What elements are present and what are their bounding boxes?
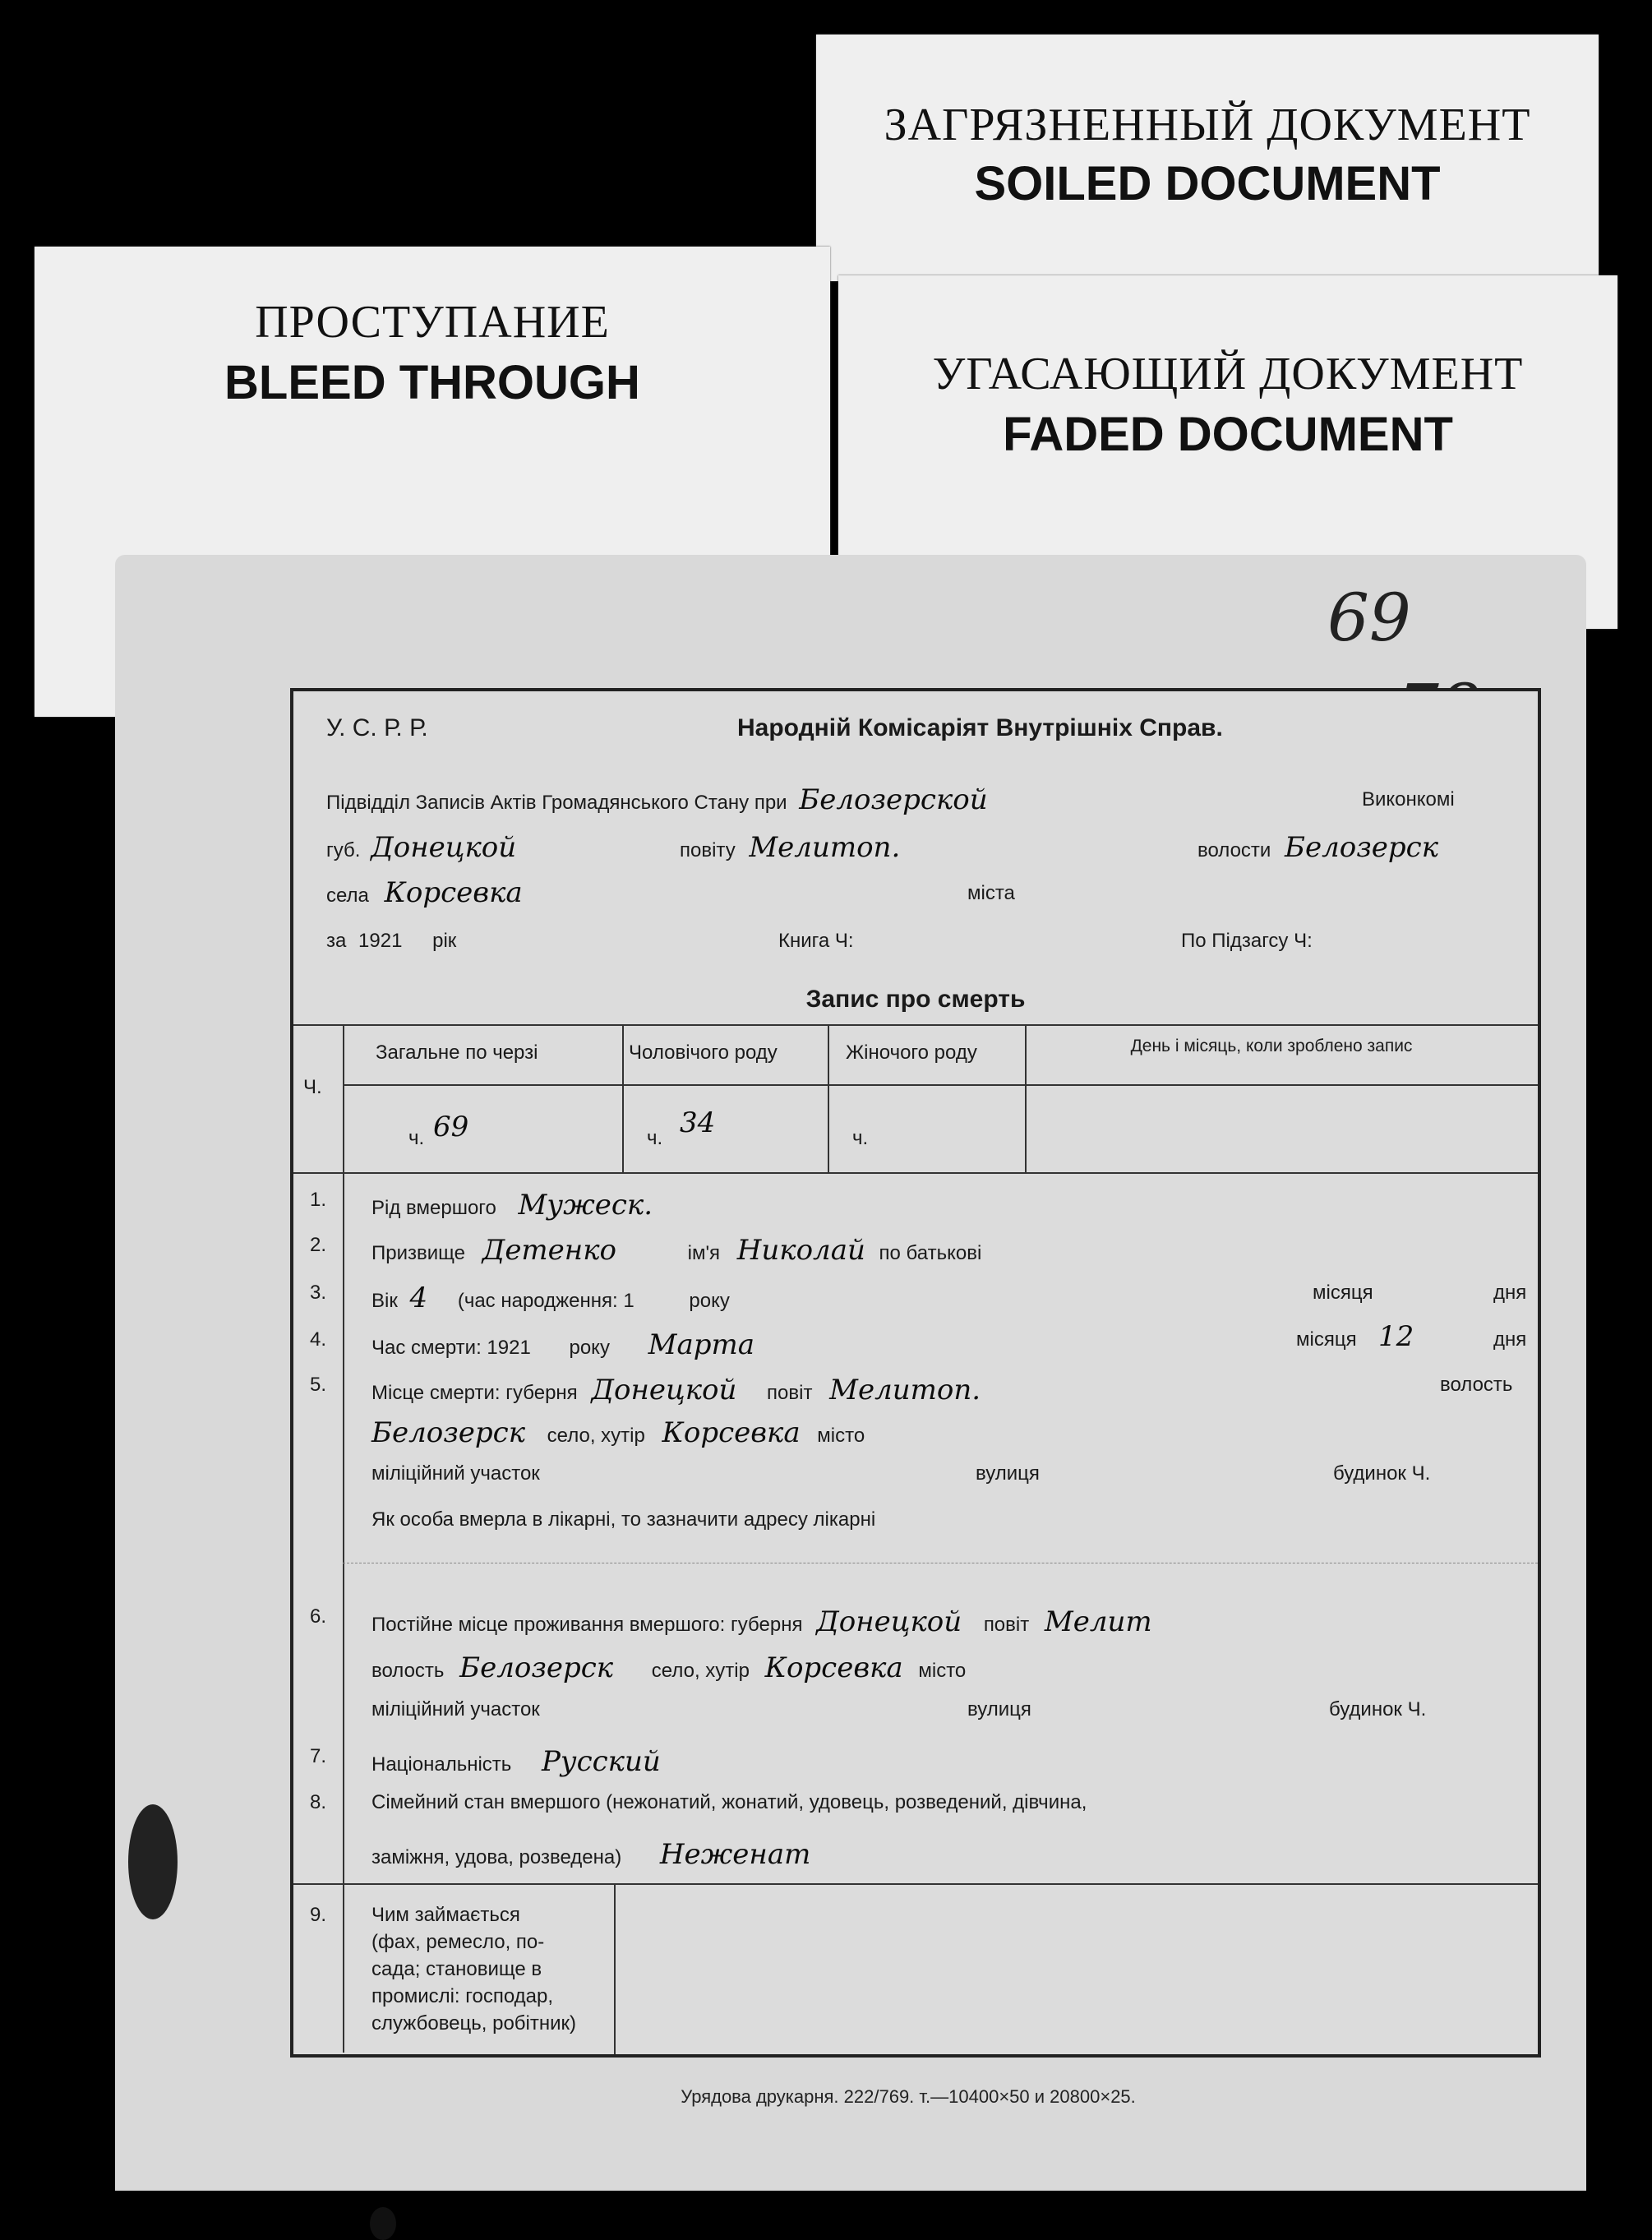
r9-label: Чим займається (фах, ремесло, по- сада; становище в промислі: господар, службовець, робітник) bbox=[371, 1904, 577, 2034]
subdept-value: Белозерской bbox=[799, 783, 988, 816]
selo-label: села bbox=[326, 884, 369, 907]
col-ch: Ч. bbox=[303, 1076, 322, 1098]
general-prefix: ч. bbox=[408, 1127, 425, 1149]
povit-label: повіту bbox=[680, 839, 736, 861]
r1-line: Рід вмершого Мужеск. bbox=[371, 1189, 653, 1222]
faded-label-en: FADED DOCUMENT bbox=[1003, 408, 1453, 461]
male-value: 34 bbox=[680, 1106, 716, 1139]
r2-line: Призвище Детенко ім'я Николай по батькові bbox=[371, 1234, 982, 1267]
r4-month: Марта bbox=[648, 1328, 754, 1361]
r4-day: 12 bbox=[1378, 1320, 1414, 1353]
usrr-header: У. С. Р. Р. bbox=[326, 714, 428, 741]
record-title: Запис про смерть bbox=[805, 986, 1026, 1013]
r2-surname: Детенко bbox=[482, 1234, 616, 1267]
male-prefix: ч. bbox=[647, 1127, 663, 1149]
female-prefix: ч. bbox=[852, 1127, 869, 1149]
r1-value: Мужеск. bbox=[518, 1189, 653, 1222]
binding-stain bbox=[128, 1804, 178, 1919]
book-label: Книга Ч: bbox=[778, 930, 854, 952]
page-number-pencil: 69 bbox=[1327, 580, 1411, 656]
subsequent-label: По Підзагсу Ч: bbox=[1181, 930, 1313, 952]
povit-value: Мелитоп. bbox=[749, 831, 901, 864]
r7-line: Національність Русский bbox=[371, 1745, 661, 1778]
za-label: за bbox=[326, 930, 347, 952]
gub-line bbox=[326, 831, 516, 864]
gub-value: Донецкой bbox=[371, 831, 517, 864]
r8-line2: заміжня, удова, розведена) Неженат bbox=[371, 1838, 811, 1871]
printer-line: Урядова друкарня. 222/769. т.—10400×50 и 20800×25. bbox=[681, 2086, 1136, 2107]
binding-hole bbox=[370, 2207, 396, 2240]
selo-value: Корсевка bbox=[384, 876, 523, 909]
vykonkom-label: Виконкомі bbox=[1362, 788, 1455, 811]
r4-line: Час смерти: 1921 року Марта bbox=[371, 1328, 754, 1361]
r5-line: Місце смерти: губерня Донецкой повіт Мелитоп. bbox=[371, 1374, 981, 1406]
soiled-label-ru: ЗАГРЯЗНЕННЫЙ ДОКУМЕНТ bbox=[884, 99, 1531, 150]
r3-line: Вік 4 (час народження: 1 року bbox=[371, 1282, 730, 1314]
death-record-form: У. С. Р. Р. Народній Комісаріят Внутрішніх Справ. Підвідділ Записів Актів Громадянського Стану при Белозерской Виконкомі губ. Донецкой повіту Мелитоп. волости Белозерск села Корсевка міста за 1921 рік Книга Ч: По Підзагсу Ч: Запис про смерть Ч. Загальне по черзі Чоловічого роду Жіночого роду День і місяць, коли зроблено запис ч. 69 ч. 34 ч. 1. Рід вмершого Мужеск. 2. Призвище Детенко ім'я Николай по батькові 3. Вік 4 (час народження: 1 року місяця дня 4. Час смерти: 1921 року Марта місяця 12 дня 5. Місце смерти: губерня Донецкой повіт Мелитоп. волость Белозерск село, хутір Корсевка місто міліційний участок вулиця будинок Ч. Як особа вмерла в лікарні, то зазначити адресу лікарні 6. Постійне місце проживання вмершого: губерня Донецкой повіт Мелит волость Белозерск село, хутір Корсевка місто міліційний участок вулиця будинок Ч. 7. Національність Русский 8. Сімейний стан вмершого (нежонатий, жонатий, удовець, розведений, дівчина, заміжня, удова, розведена) Неженат 9. Чим займається (фах, ремесло, по- сада; становище в промислі: господар, службовець, робітник) bbox=[290, 688, 1541, 2058]
general-value: 69 bbox=[433, 1111, 469, 1143]
volost-label: волости bbox=[1197, 839, 1271, 861]
soiled-document-label bbox=[816, 35, 1599, 281]
bleed-label-en: BLEED THROUGH bbox=[224, 356, 640, 409]
commissariat-header: Народній Комісаріят Внутрішніх Справ. bbox=[737, 714, 1223, 741]
col-general: Загальне по черзі bbox=[376, 1041, 538, 1064]
r2-name: Николай bbox=[736, 1234, 865, 1267]
r6-line2: волость Белозерск село, хутір Корсевка місто bbox=[371, 1651, 967, 1684]
mista-label: міста bbox=[967, 882, 1015, 904]
col-date: День і місяць, коли зроблено запис bbox=[1130, 1037, 1413, 1055]
rik-label: рік bbox=[432, 930, 457, 952]
volost-line bbox=[1197, 831, 1438, 864]
selo-line bbox=[326, 876, 523, 909]
soiled-label-en: SOILED DOCUMENT bbox=[974, 157, 1441, 210]
gub-label: губ. bbox=[326, 839, 361, 861]
subdept-line bbox=[326, 783, 988, 816]
faded-label-ru: УГАСАЮЩИЙ ДОКУМЕНТ bbox=[932, 349, 1524, 400]
r5-line2: Белозерск село, хутір Корсевка місто bbox=[371, 1416, 865, 1449]
r6-line: Постійне місце проживання вмершого: губерня Донецкой повіт Мелит bbox=[371, 1605, 1152, 1638]
bleed-label-ru: ПРОСТУПАНИЕ bbox=[255, 297, 610, 348]
volost-value: Белозерск bbox=[1285, 831, 1438, 864]
povit-line bbox=[680, 831, 900, 864]
subdept-label: Підвідділ Записів Актів Громадянського Стану при bbox=[326, 792, 787, 814]
year-value: 1921 bbox=[358, 930, 403, 952]
col-male: Чоловічого роду bbox=[629, 1041, 778, 1064]
year-line bbox=[326, 930, 456, 953]
col-female: Жіночого роду bbox=[846, 1041, 977, 1064]
